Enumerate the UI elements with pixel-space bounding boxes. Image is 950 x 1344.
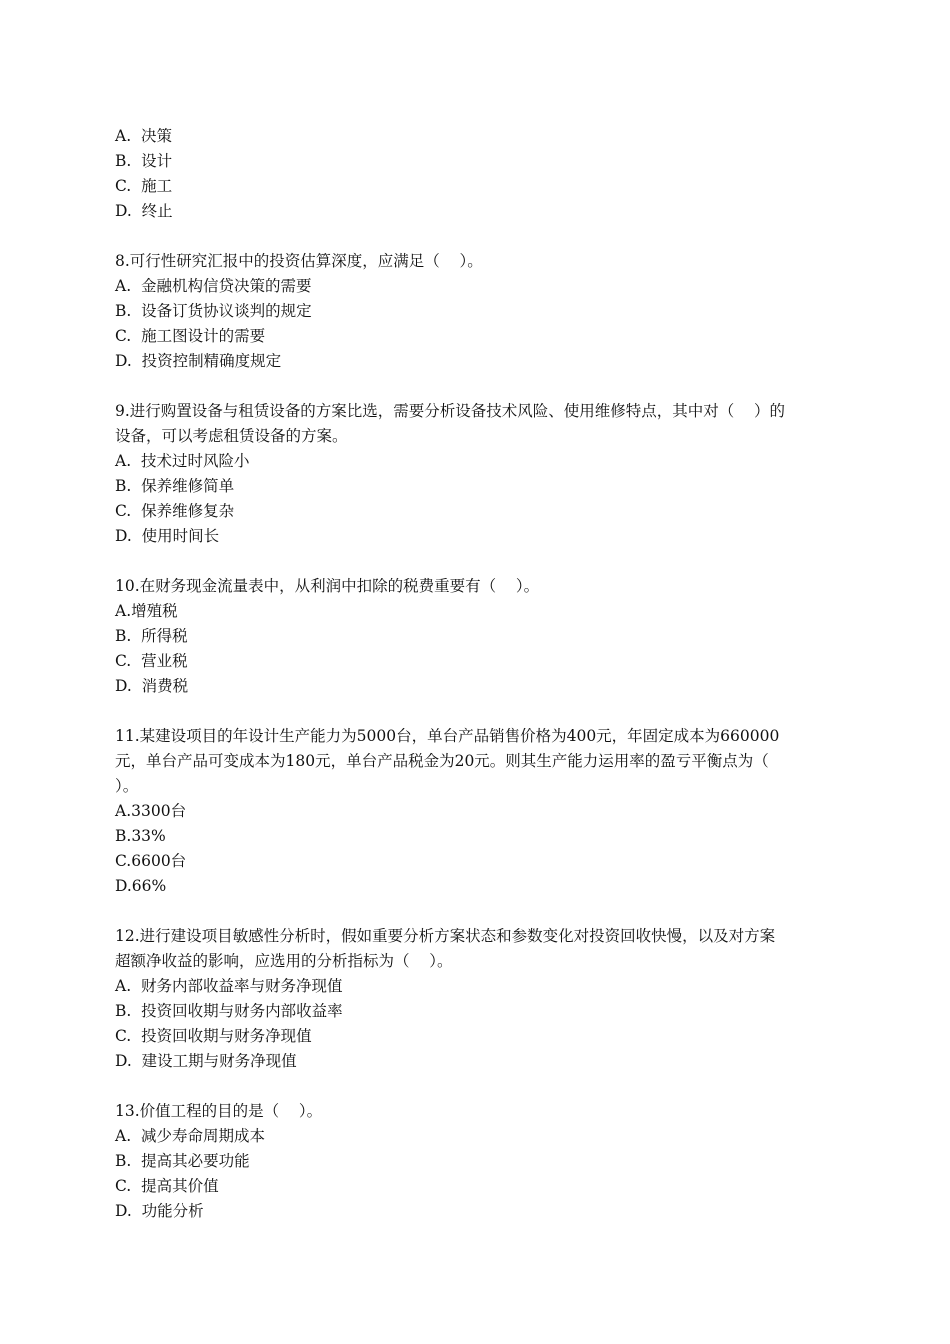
option-b: B. 投资回收期与财务内部收益率	[115, 1002, 343, 1020]
question-block-12	[115, 924, 840, 1074]
document-page	[115, 124, 840, 1249]
option-c: C. 保养维修复杂	[115, 502, 235, 520]
question-stem-cont: 超额净收益的影响，应选用的分析指标为（ ）。	[115, 952, 453, 970]
question-block-7	[115, 124, 840, 224]
option-a: A.3300台	[115, 802, 187, 820]
option-c: C. 施工图设计的需要	[115, 327, 266, 345]
question-stem: 9.进行购置设备与租赁设备的方案比选，需要分析设备技术风险、使用维修特点，其中对（ ）的	[115, 402, 785, 420]
question-stem-cont: 设备，可以考虑租赁设备的方案。	[115, 427, 348, 445]
option-c: C. 施工	[115, 177, 173, 195]
question-block-8	[115, 249, 840, 374]
option-b: B.33%	[115, 827, 166, 845]
question-block-9	[115, 399, 840, 549]
option-c: C. 营业税	[115, 652, 188, 670]
option-b: B. 设计	[115, 152, 173, 170]
option-b: B. 提高其必要功能	[115, 1152, 250, 1170]
option-b: B. 保养维修简单	[115, 477, 235, 495]
question-block-10	[115, 574, 840, 699]
option-c: C. 提高其价值	[115, 1177, 219, 1195]
option-d: D. 建设工期与财务净现值	[115, 1052, 297, 1070]
option-d: D. 功能分析	[115, 1202, 204, 1220]
question-block-11	[115, 724, 840, 899]
option-a: A. 决策	[115, 127, 172, 145]
question-stem: 8.可行性研究汇报中的投资估算深度，应满足（ ）。	[115, 252, 483, 270]
option-c: C.6600台	[115, 852, 187, 870]
option-a: A. 金融机构信贷决策的需要	[115, 277, 312, 295]
option-c: C. 投资回收期与财务净现值	[115, 1027, 312, 1045]
question-stem-cont: ）。	[115, 777, 139, 795]
option-a: A. 减少寿命周期成本	[115, 1127, 265, 1145]
option-a: A.增殖税	[115, 602, 178, 620]
question-stem: 11.某建设项目的年设计生产能力为5000台，单台产品销售价格为400元，年固定成本为660000	[115, 727, 780, 745]
option-d: D. 投资控制精确度规定	[115, 352, 282, 370]
option-a: A. 技术过时风险小	[115, 452, 250, 470]
option-d: D. 终止	[115, 202, 173, 220]
option-d: D. 使用时间长	[115, 527, 220, 545]
option-a: A. 财务内部收益率与财务净现值	[115, 977, 343, 995]
option-d: D.66%	[115, 877, 167, 895]
option-d: D. 消费税	[115, 677, 189, 695]
question-stem: 10.在财务现金流量表中，从利润中扣除的税费重要有（ ）。	[115, 577, 540, 595]
question-block-13	[115, 1099, 840, 1224]
question-stem-cont: 元，单台产品可变成本为180元，单台产品税金为20元。则其生产能力运用率的盈亏平衡点为（	[115, 752, 769, 770]
question-stem: 12.进行建设项目敏感性分析时，假如重要分析方案状态和参数变化对投资回收快慢，以及对方案	[115, 927, 776, 945]
option-b: B. 设备订货协议谈判的规定	[115, 302, 312, 320]
question-stem: 13.价值工程的目的是（ ）。	[115, 1102, 323, 1120]
option-b: B. 所得税	[115, 627, 188, 645]
